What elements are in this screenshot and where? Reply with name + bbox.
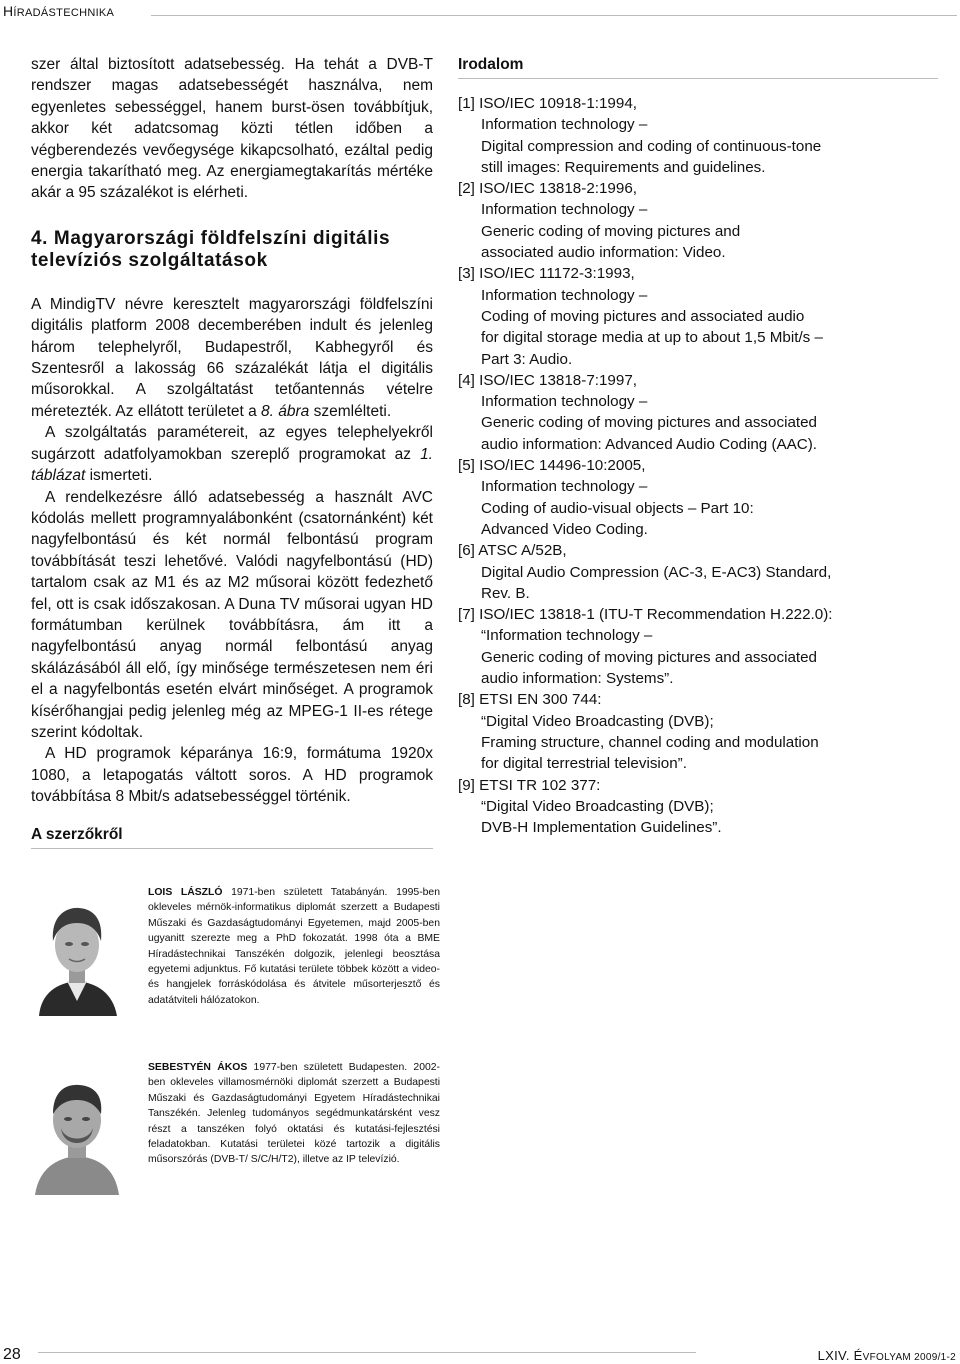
journal-volume — [818, 1348, 956, 1363]
reference-line: for digital storage media at up to about 1,5 Mbit/s – — [481, 329, 823, 347]
reference-number: [2] ISO/IEC 13818-2:1996, — [458, 180, 637, 198]
reference-number: [9] ETSI TR 102 377: — [458, 776, 601, 794]
reference-line: Generic coding of moving pictures and associated — [481, 648, 818, 666]
reference-line: Coding of audio-visual objects – Part 10: — [481, 499, 754, 517]
reference-item — [458, 93, 938, 178]
header-rule — [151, 15, 957, 16]
paragraph-parameters — [31, 422, 433, 486]
reference-number: [4] ISO/IEC 13818-7:1997, — [458, 371, 637, 389]
figure-reference: 8. ábra — [261, 402, 310, 420]
author-name: SEBESTYÉN ÁKOS — [148, 1062, 248, 1073]
left-column — [31, 54, 433, 849]
reference-item — [458, 689, 938, 774]
paragraph-mindigtv — [31, 294, 433, 422]
reference-number: [5] ISO/IEC 14496-10:2005, — [458, 457, 646, 475]
reference-line: Generic coding of moving pictures and associated — [481, 414, 818, 432]
journal-initial: LXIV. É — [817, 1348, 863, 1363]
author-name: LOIS LÁSZLÓ — [148, 887, 223, 898]
table-reference: 1. táblázat — [31, 445, 433, 485]
author-bio-text: 1971-ben született Tatabányán. 1995-ben okleveles mérnök-informatikus diplomát szerzett a Budapesti Műszaki és Gazdaságtudományi Egyetemen, majd 2005-ben ugyanitt szerezte meg a PhD fokozatát. 1998 óta a BME Híradástechnikai Tanszékén dolgozik, jelenlegi beosztása egyetemi adjunktus. Fő kutatási területe többek között a video- és hangjelek forráskódolása és átvitele műsorterjesztő és adatátviteli hálózatokon. — [148, 887, 440, 1006]
paragraph-text: A MindigTV névre keresztelt magyarországi földfelszíni digitális platform 2008 decemberében indult és jelenleg három telephelyről, Budapestről, Kabhegyről és Szentesről a lakosság 66 százalékát látja el digitális műsorokkal. A szolgáltatást tetőantennás vételre méretezték. Az ellátott területet a — [31, 295, 433, 420]
reference-line: Framing structure, channel coding and modulation — [481, 733, 819, 751]
reference-line: “Information technology – — [481, 627, 653, 645]
reference-line: Information technology – — [481, 286, 648, 304]
paragraph-bitrate: A rendelkezésre álló adatsebesség a használt AVC kódolás mellett programnyalábonként (csatornánként) két nagyfelbontású és két normál felbontású program továbbítását teszi lehetővé. Valódi nagyfelbontású (HD) tartalom csak az M1 és az M2 műsorai között fedezhető fel, ott is csak időszakosan. A Duna TV műsorai ugyan HD formátumban kerülnek továbbításra, ám itt a nagyfelbontású anyag normál felbontású anyag skálázásából áll elő, így minősége természetesen nem éri el a nagyfelbontás esetén elvárt minőséget. A programok kísérőhangjai pedig jelenleg még az MPEG-1 II-es rétege szerint kódoltak. — [31, 488, 433, 741]
page-number: 28 — [3, 1346, 21, 1363]
reference-item — [458, 455, 938, 540]
paragraph-text: ismerteti. — [85, 467, 153, 485]
author-lois — [31, 885, 441, 1020]
paragraph-text: szemlélteti. — [309, 402, 392, 420]
author-photo — [31, 1068, 123, 1195]
reference-number: [7] ISO/IEC 13818-1 (ITU-T Recommendation H.222.0): — [458, 606, 833, 624]
author-bio — [148, 1060, 440, 1168]
footer-rule — [38, 1352, 696, 1353]
reference-line: “Digital Video Broadcasting (DVB); — [481, 712, 714, 730]
reference-line: Information technology – — [481, 116, 648, 134]
reference-number: [8] ETSI EN 300 744: — [458, 691, 602, 709]
reference-line: Generic coding of moving pictures and — [481, 222, 741, 240]
paragraph-text: A szolgáltatás paramétereit, az egyes telephelyekről sugárzott adatfolyamokban szereplő programokat az — [31, 424, 433, 463]
reference-line: Rev. B. — [481, 584, 530, 602]
author-sebestyen — [31, 1060, 441, 1195]
journal-section-title — [3, 3, 114, 19]
references-heading: Irodalom — [458, 56, 524, 73]
header-initial: H — [3, 3, 14, 19]
reference-number: [1] ISO/IEC 10918-1:1994, — [458, 95, 637, 112]
reference-item — [458, 540, 938, 604]
reference-line: audio information: Advanced Audio Coding (AAC). — [481, 435, 818, 453]
author-photo — [31, 889, 123, 1016]
header-rest: ÍRADÁSTECHNIKA — [13, 7, 115, 19]
author-bio-text: 1977-ben született Budapesten. 2002-ben okleveles villamosmérnöki diplomát szerzett a Budapesti Műszaki és Gazdaságtudományi Egyetem Híradástechnikai Tanszékén. Jelenleg tudományos segédmunkatársként vesz részt a tanszéken folyó oktatási és kutatási-fejlesztési feladatokban. Kutatási területei közé tartozik a digitális műsorszórás (DVB-T/ S/C/H/T2), illetve az IP televízió. — [148, 1062, 440, 1166]
reference-number: [6] ATSC A/52B, — [458, 542, 567, 560]
reference-line: “Digital Video Broadcasting (DVB); — [481, 797, 714, 815]
authors-heading-block — [31, 824, 433, 849]
paragraph-hd: A HD programok képaránya 16:9, formátuma 1920x 1080, a letapogatás váltott soros. A HD programok továbbítása 8 Mbit/s adatsebességgel történik. — [31, 745, 433, 806]
reference-line: Information technology – — [481, 393, 648, 411]
reference-line: Coding of moving pictures and associated audio — [481, 307, 805, 325]
reference-number: [3] ISO/IEC 11172-3:1993, — [458, 265, 635, 283]
right-column — [458, 54, 938, 838]
reference-line: DVB-H Implementation Guidelines”. — [481, 819, 722, 837]
reference-line: audio information: Systems”. — [481, 670, 674, 688]
reference-line: associated audio information: Video. — [481, 244, 726, 262]
reference-line: Advanced Video Coding. — [481, 520, 648, 538]
references-heading-block — [458, 54, 938, 79]
reference-item — [458, 775, 938, 839]
journal-rest: VFOLYAM 2009/1-2 — [862, 1352, 956, 1363]
paragraph-intro: szer által biztosított adatsebesség. Ha tehát a DVB-T rendszer magas adatsebességét használva, nem egyenletes sebességgel, hanem burst-ösen továbbítjuk, akkor két adatcsomag közti tétlen időben a végberendezés vevőegysége kikapcsolható, ezáltal pedig energia takarítható meg. Az energiamegtakarítás mértéke akár a 95 százalékot is elérheti. — [31, 56, 433, 202]
authors-heading: A szerzőkről — [31, 825, 123, 843]
reference-item — [458, 263, 938, 369]
reference-item — [458, 178, 938, 263]
reference-item — [458, 370, 938, 455]
reference-item — [458, 604, 938, 689]
section-heading: 4. Magyarországi földfelszíni digitális televíziós szolgáltatások — [31, 227, 391, 271]
reference-line: Digital compression and coding of continuous-tone — [481, 137, 822, 155]
references-list — [458, 93, 938, 838]
author-bio — [148, 885, 440, 1008]
running-header — [3, 0, 957, 24]
reference-line: Digital Audio Compression (AC-3, E-AC3) Standard, — [481, 563, 832, 581]
reference-line: for digital terrestrial television”. — [481, 755, 687, 773]
reference-line: Part 3: Audio. — [481, 350, 573, 368]
reference-line: Information technology – — [481, 201, 648, 219]
reference-line: Information technology – — [481, 478, 648, 496]
reference-line: still images: Requirements and guidelines. — [481, 158, 766, 176]
